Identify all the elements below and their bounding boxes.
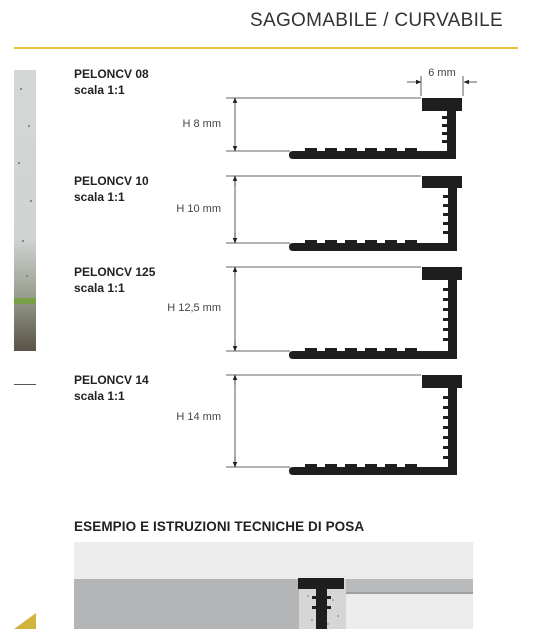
profile-125 (289, 267, 462, 359)
section-title: ESEMPIO E ISTRUZIONI TECNICHE DI POSA (74, 519, 365, 534)
installation-example (74, 542, 473, 629)
height-label-08: H 8 mm (182, 118, 221, 130)
profile-scale: scala 1:1 (74, 281, 125, 295)
height-label-14: H 14 mm (176, 411, 221, 423)
profile-name: PELONCV 08 (74, 67, 149, 81)
profile-scale: scala 1:1 (74, 83, 125, 97)
height-dimension-10 (226, 176, 421, 243)
height-dimension-14 (226, 375, 421, 467)
height-dimension-125 (226, 267, 421, 351)
tile-right (346, 579, 473, 592)
profile-scale: scala 1:1 (74, 190, 125, 204)
height-dimension-08 (226, 98, 421, 151)
height-label-125: H 12,5 mm (167, 302, 221, 314)
profile-08 (289, 98, 462, 159)
profile-14 (289, 375, 462, 475)
tile-left (74, 579, 299, 629)
profile-name: PELONCV 10 (74, 174, 149, 188)
substrate-right (346, 592, 473, 629)
width-label: 6 mm (428, 67, 456, 79)
profile-name: PELONCV 125 (74, 265, 156, 279)
profile-name: PELONCV 14 (74, 373, 149, 387)
installed-profile (296, 578, 346, 629)
width-dimension (407, 76, 477, 96)
profile-10 (289, 176, 462, 251)
page-title: SAGOMABILE / CURVABILE (250, 10, 503, 31)
profile-scale: scala 1:1 (74, 389, 125, 403)
height-label-10: H 10 mm (176, 203, 221, 215)
